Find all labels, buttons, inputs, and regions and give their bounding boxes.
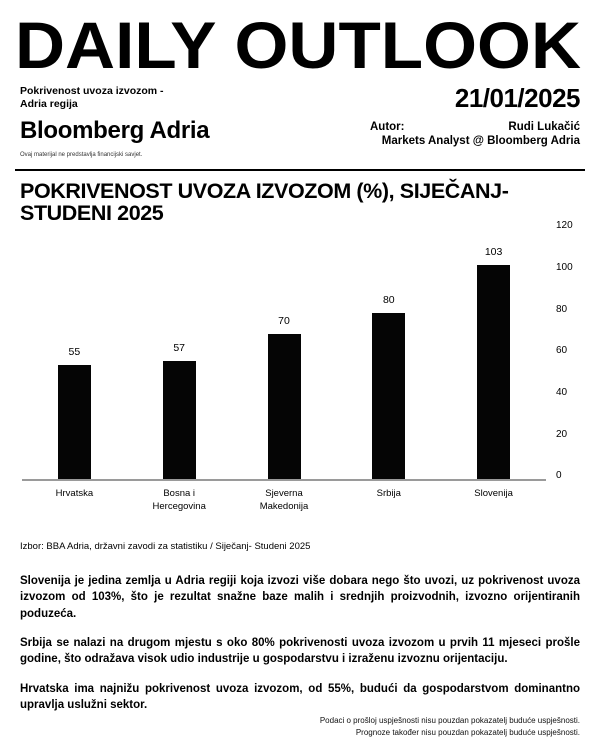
- author-name: Rudi Lukačić: [508, 121, 580, 134]
- header-right: [370, 85, 580, 158]
- category-label: Srbija: [376, 488, 401, 500]
- bar: [58, 365, 91, 480]
- y-tick-label: 20: [556, 428, 568, 440]
- report-subtitle: [20, 85, 209, 110]
- plot-column: [22, 229, 546, 513]
- bar-value-label: 70: [278, 314, 290, 327]
- header-divider: [15, 169, 585, 171]
- bar-value-label: 55: [68, 345, 81, 358]
- masthead: [0, 0, 600, 79]
- category-label: Sjeverna Makedonija: [259, 488, 309, 512]
- masthead-svg: [15, 12, 585, 74]
- chart-title-line-2: STUDENI 2025: [20, 201, 164, 226]
- y-tick-label: 120: [556, 220, 573, 232]
- paragraph-srbija: Srbija se nalazi na drugom mjestu s oko 80% pokrivenosti uvoza izvozom u prvih 11 mjeseci prošle godine, što odražava visok udio industrije u gospodarstvu i izraženu izvoznu orijentaciju.: [20, 637, 580, 666]
- category-label: Bosna i Hercegovina: [152, 488, 206, 512]
- bar-chart: [22, 220, 580, 513]
- author-label: Autor:: [370, 121, 405, 134]
- bar: [372, 313, 405, 480]
- y-tick-label: 0: [556, 470, 562, 482]
- masthead-title: DAILY OUTLOOK: [15, 12, 582, 74]
- subtitle-line-2: Adria regija: [20, 97, 78, 110]
- y-axis-ticks: [546, 220, 580, 482]
- y-tick-label: 80: [556, 303, 568, 315]
- y-tick-label: 60: [556, 345, 568, 357]
- commentary: [0, 573, 600, 713]
- header-left: [20, 85, 209, 158]
- legal-fineprint: Ovaj materijal ne predstavlja financijski savjet.: [20, 152, 143, 159]
- x-axis-labels: [22, 481, 546, 513]
- bar-value-label: 57: [173, 341, 186, 354]
- plot-area: [22, 229, 546, 481]
- issue-date: 21/01/2025: [454, 83, 580, 113]
- y-tick-label: 40: [556, 387, 568, 399]
- author-role: Markets Analyst @ Bloomberg Adria: [381, 135, 580, 148]
- bar: [268, 334, 301, 480]
- bar: [477, 265, 510, 480]
- chart-source: Izbor: BBA Adria, državni zavodi za statistiku / Siječanj- Studeni 2025: [20, 541, 311, 553]
- category-label: Slovenija: [474, 488, 513, 500]
- author-row: [370, 121, 580, 133]
- paragraph-hrvatska: Hrvatska ima najnižu pokrivenost uvoza izvozom, od 55%, budući da gospodarstvom dominantno upravlja uslužni sektor.: [20, 682, 580, 712]
- footer-line-2: Prognoze također nisu pouzdan pokazatelj buduće uspješnosti.: [355, 728, 580, 737]
- bar: [163, 361, 196, 480]
- footer-disclaimer: [320, 715, 580, 739]
- subtitle-line-1: Pokrivenost uvoza izvozom -: [20, 85, 164, 97]
- bar-value-label: 80: [382, 293, 395, 306]
- category-label: Hrvatska: [55, 488, 94, 500]
- brand-wordmark: Bloomberg Adria: [20, 117, 210, 145]
- y-tick-label: 100: [556, 262, 573, 274]
- footer-line-1: Podaci o prošloj uspješnosti nisu pouzdan pokazatelj buduće uspješnosti.: [319, 716, 580, 725]
- paragraph-slovenija: Slovenija je jedina zemlja u Adria regiji koja izvozi više dobara nego što uvozi, uz pokrivenost uvoza izvozom od 103%, što je rezultat snažne baze malih i srednjih proizvodnih, izvozno orijentiranih poduzeća.: [20, 575, 580, 620]
- bar-value-label: 103: [484, 245, 503, 258]
- y-axis: [546, 220, 580, 513]
- chart-title: [20, 180, 580, 224]
- header-info: [0, 79, 600, 158]
- chart-title-line-1: POKRIVENOST UVOZA IZVOZOM (%), SIJEČANJ-: [20, 179, 509, 204]
